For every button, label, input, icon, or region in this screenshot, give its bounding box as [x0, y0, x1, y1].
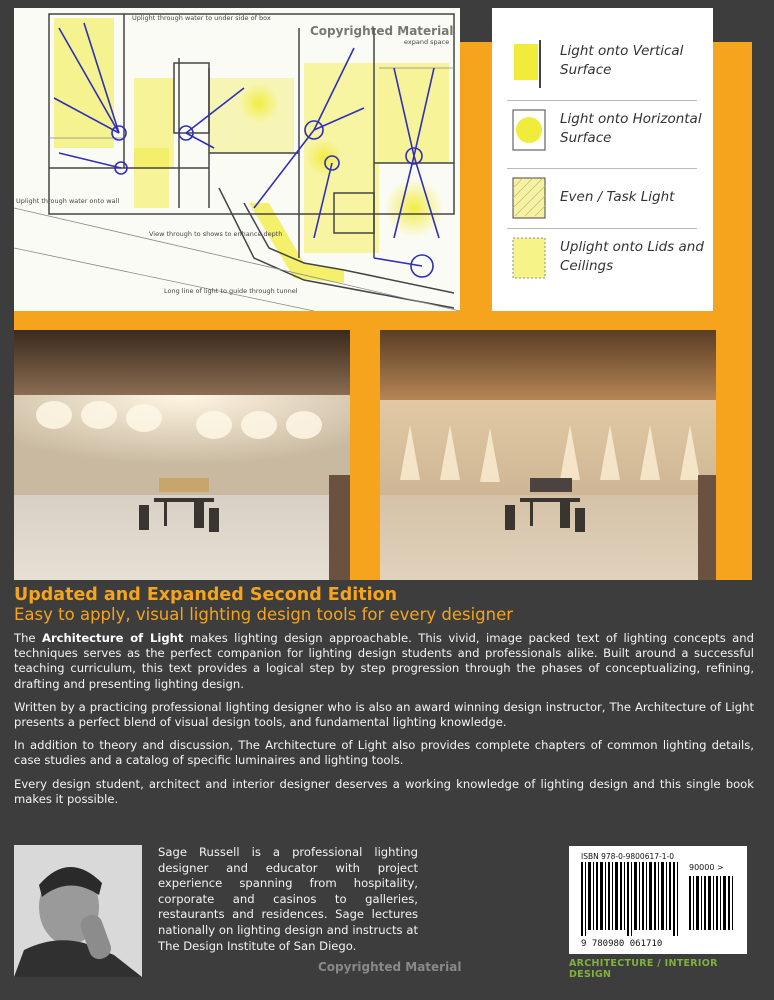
legend-item-horizontal: Light onto Horizontal Surface	[512, 108, 712, 156]
uplight-swatch-icon	[512, 236, 546, 284]
isbn-barcode	[569, 846, 747, 954]
description-paragraph-2: Written by a practicing professional lighting designer who is also an award winning design instructor, The Architecture of Light presents a perfect blend of visual design tools, and fundamental lighting knowledge.	[14, 699, 754, 730]
barcode-digits: 9 780980 061710	[581, 939, 663, 949]
lighting-floor-plan	[14, 8, 460, 311]
room-rendering-ceiling-washed	[14, 330, 350, 580]
room-rendering-wall-grazed	[380, 330, 716, 580]
legend-item-vertical: Light onto Vertical Surface	[512, 40, 712, 88]
price-code: 90000 >	[689, 863, 724, 872]
bottom-watermark: Copyrighted Material	[318, 960, 462, 974]
vertical-surface-swatch-icon	[512, 40, 546, 88]
edition-heading: Updated and Expanded Second Edition	[14, 585, 398, 605]
legend-item-uplight: Uplight onto Lids and Ceilings	[512, 236, 712, 284]
book-title: Architecture of Light	[41, 631, 184, 645]
legend-divider	[507, 168, 697, 169]
left-border	[0, 0, 14, 1000]
right-border	[752, 0, 774, 1000]
description-block	[14, 585, 754, 815]
description-paragraph-1: The Architecture of Light makes lighting design approachable. This vivid, image packed text of lighting concepts and techniques serves as the perfect companion for lighting design students and professionals alike. Built around a successful teaching curriculum, this text provides a logical step by step progression through the phases of conceptualizing, refining, drafting and presenting lighting design.	[14, 631, 754, 691]
author-bio: Sage Russell is a professional lighting designer and educator with project experience spanning from hospitality, corporate and casinos to galleries, restaurants and residences. Sage lectures nationally on lighting design and instructs at The Design Institute of San Diego.	[158, 845, 418, 953]
author-photo	[14, 845, 142, 977]
tagline: Easy to apply, visual lighting design tools for every designer	[14, 605, 514, 624]
legend-item-task: Even / Task Light	[512, 176, 712, 224]
plan-watermark: Copyrighted Material	[310, 24, 454, 38]
task-light-swatch-icon	[512, 176, 546, 224]
plan-note-3: Uplight through water onto wall	[16, 197, 120, 205]
plan-note-2: expand space	[404, 38, 450, 46]
legend-divider	[507, 100, 697, 101]
lighting-legend	[492, 8, 713, 311]
isbn-text: ISBN 978-0-9800617-1-0	[581, 852, 674, 861]
description-paragraph-4: Every design student, architect and interior designer deserves a working knowledge of lighting design and this single book makes it possible.	[14, 776, 754, 806]
horizontal-surface-swatch-icon	[512, 108, 546, 156]
plan-note-1: Uplight through water to under side of box	[132, 14, 271, 22]
plan-note-5: Long line of light to guide through tunnel	[164, 287, 298, 295]
plan-note-4: View through to shows to enhance depth	[149, 230, 283, 238]
category-label: ARCHITECTURE / INTERIOR DESIGN	[569, 958, 718, 980]
description-paragraph-3: In addition to theory and discussion, The Architecture of Light also provides complete chapters of common lighting details, case studies and a catalog of specific luminaires and lighting tools.	[14, 738, 754, 768]
legend-divider	[507, 228, 697, 229]
